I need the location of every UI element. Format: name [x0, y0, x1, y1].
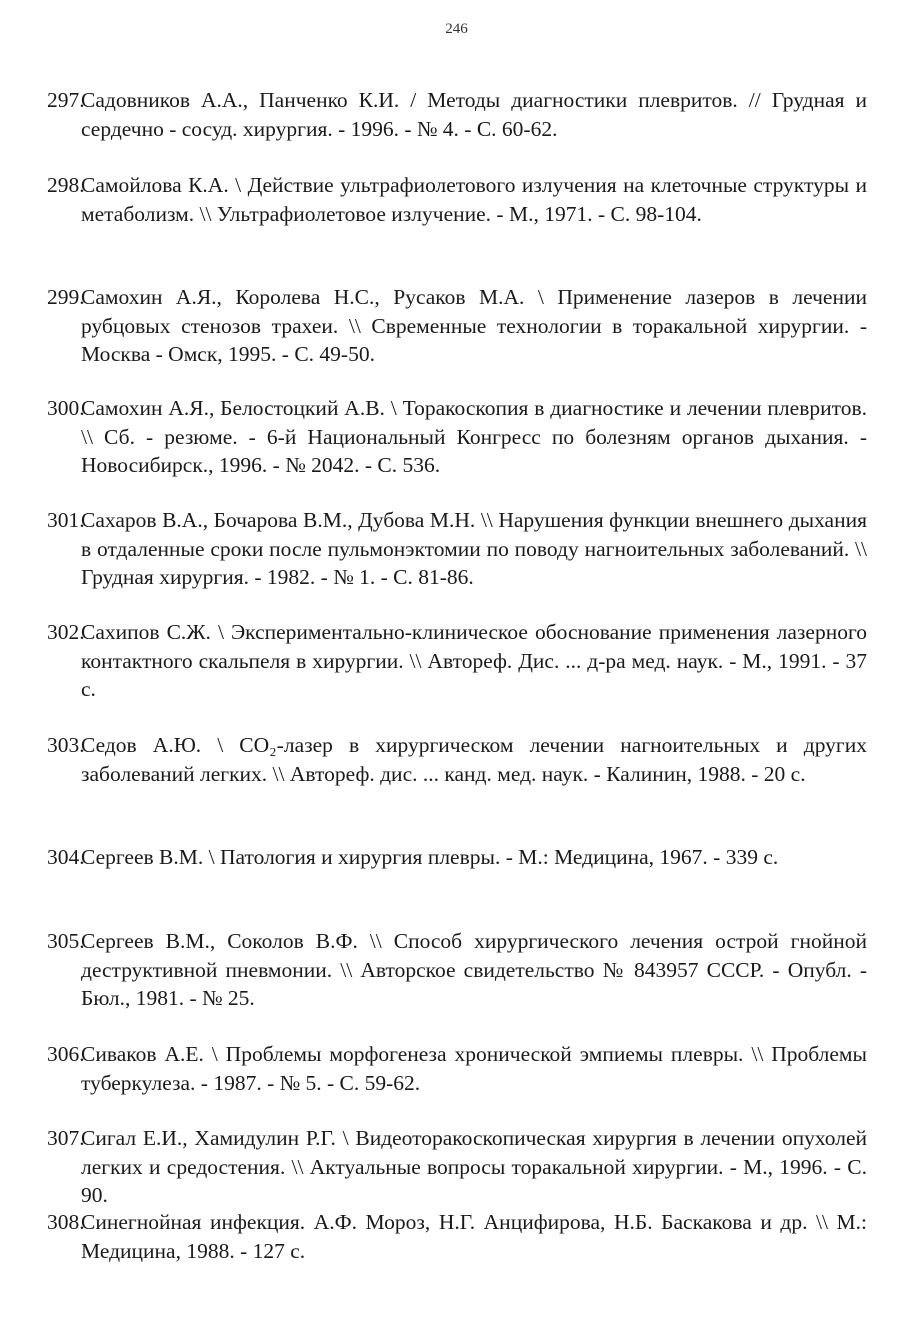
reference-item — [47, 1040, 867, 1097]
reference-number: 298. — [47, 173, 85, 197]
reference-number: 301. — [47, 508, 85, 532]
reference-text: Сиваков А.Е. \ Проблемы морфогенеза хронической эмпиемы плевры. \\ Проблемы туберкулеза. - 1987. - № 5. - С. 59-62. — [81, 1042, 867, 1095]
reference-item — [47, 86, 867, 143]
reference-number: 304. — [47, 845, 85, 869]
reference-item — [47, 506, 867, 592]
reference-text: Синегнойная инфекция. А.Ф. Мороз, Н.Г. Анцифирова, Н.Б. Баскакова и др. \\ М.: Медицина, 1988. - 127 с. — [81, 1210, 867, 1263]
reference-text: Самохин А.Я., Королева Н.С., Русаков М.А. \ Применение лазеров в лечении рубцовых стенозов трахеи. \\ Свременные технологии в торакальной хирургии. - Москва - Омск, 1995. - С. 49-50. — [81, 285, 867, 366]
reference-text: Сергеев В.М., Соколов В.Ф. \\ Способ хирургического лечения острой гнойной деструктивной пневмонии. \\ Авторское свидетельство № 843957 СССР. - Опубл. - Бюл., 1981. - № 25. — [81, 929, 867, 1010]
reference-number: 308. — [47, 1210, 85, 1234]
reference-number: 306. — [47, 1042, 85, 1066]
reference-text: Седов А.Ю. \ CO₂-лазер в хирургическом лечении нагноительных и других заболеваний легких. \\ Автореф. дис. ... канд. мед. наук. - Калинин, 1988. - 20 с. — [81, 733, 867, 786]
reference-item — [47, 927, 867, 1013]
reference-text: Сахаров В.А., Бочарова В.М., Дубова М.Н. \\ Нарушения функции внешнего дыхания в отдаленные сроки после пульмонэктомии по поводу нагноительных заболеваний. \\ Грудная хирургия. - 1982. - № 1. - С. 81-86. — [81, 508, 867, 589]
reference-number: 307. — [47, 1126, 85, 1150]
reference-number: 302. — [47, 620, 85, 644]
reference-item — [47, 1124, 867, 1210]
reference-text: Самохин А.Я., Белостоцкий А.В. \ Торакоскопия в диагностике и лечении плевритов. \\ Сб. - резюме. - 6-й Национальный Конгресс по болезням органов дыхания. - Новосибирск., 1996. - № 2042. - С. 536. — [81, 396, 867, 477]
reference-text: Сигал Е.И., Хамидулин Р.Г. \ Видеоторакоскопическая хирургия в лечении опухолей легких и средостения. \\ Актуальные вопросы торакальной хирургии. - М., 1996. - С. 90. — [81, 1126, 867, 1207]
reference-number: 297. — [47, 88, 85, 112]
reference-number: 300. — [47, 396, 85, 420]
reference-number: 299. — [47, 285, 85, 309]
reference-item — [47, 394, 867, 480]
page-number: 246 — [445, 21, 468, 37]
reference-text: Самойлова К.А. \ Действие ультрафиолетового излучения на клеточные структуры и метаболизм. \\ Ультрафиолетовое излучение. - М., 1971. - С. 98-104. — [81, 173, 867, 226]
reference-item — [47, 1208, 867, 1265]
reference-number: 303. — [47, 733, 85, 757]
reference-number: 305. — [47, 929, 85, 953]
reference-item — [47, 731, 867, 788]
reference-text: Сергеев В.М. \ Патология и хирургия плевры. - М.: Медицина, 1967. - 339 с. — [81, 845, 779, 869]
reference-text: Садовников А.А., Панченко К.И. / Методы диагностики плевритов. // Грудная и сердечно - сосуд. хирургия. - 1996. - № 4. - С. 60-62. — [81, 88, 867, 141]
reference-text: Сахипов С.Ж. \ Экспериментально-клиническое обоснование применения лазерного контактного скальпеля в хирургии. \\ Автореф. Дис. ... д-ра мед. наук. - М., 1991. - 37 с. — [81, 620, 867, 701]
reference-item — [47, 283, 867, 369]
reference-item — [47, 843, 867, 872]
reference-item — [47, 618, 867, 704]
reference-item — [47, 171, 867, 228]
